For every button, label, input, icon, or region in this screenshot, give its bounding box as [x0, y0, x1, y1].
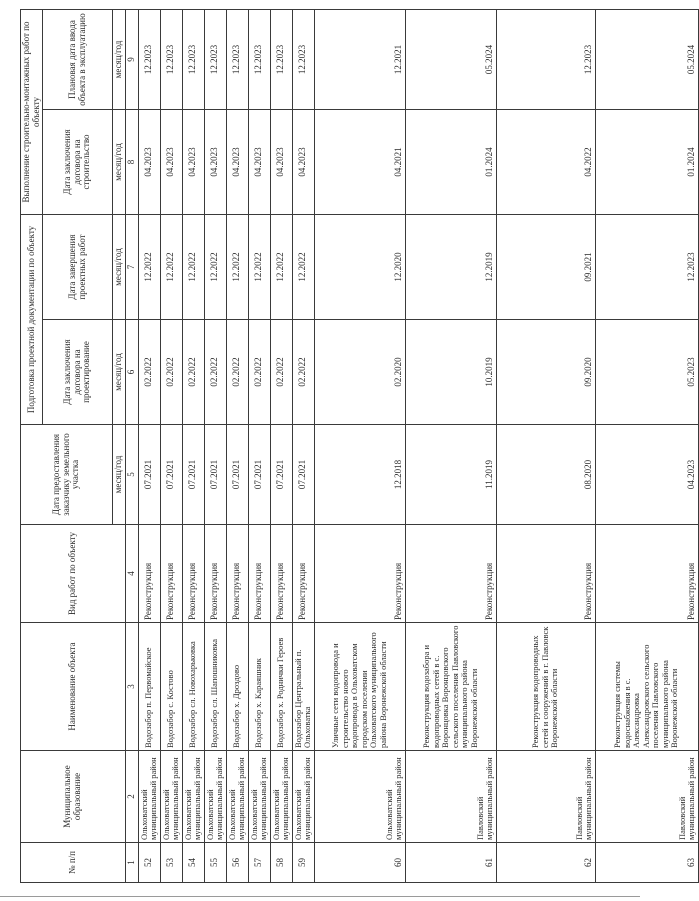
commissioning-cell: 12.2021 [314, 9, 405, 109]
work-type-cell: Реконструкция [405, 525, 496, 623]
col-number: 2 [125, 751, 138, 843]
construction-contract-cell: 04.2023 [182, 109, 204, 214]
schedule-table-body [138, 9, 698, 882]
row-number: 59 [292, 843, 314, 883]
commissioning-cell: 12.2023 [182, 9, 204, 109]
commissioning-cell: 05.2024 [405, 9, 496, 109]
work-type-cell: Реконструкция [138, 525, 160, 623]
design-contract-cell: 02.2022 [138, 320, 160, 425]
table-row [182, 9, 204, 882]
design-complete-cell: 12.2022 [270, 214, 292, 319]
design-complete-cell: 12.2020 [314, 214, 405, 319]
unit-commissioning: месяц/год [113, 9, 126, 109]
land-date-cell: 08.2020 [496, 425, 595, 525]
header-work-type: Вид работ по объекту [21, 525, 126, 623]
construction-contract-cell: 04.2022 [496, 109, 595, 214]
commissioning-cell: 12.2023 [248, 9, 270, 109]
table-row [160, 9, 182, 882]
land-date-cell: 07.2021 [182, 425, 204, 525]
col-number: 1 [125, 843, 138, 883]
row-number: 63 [595, 843, 698, 883]
commissioning-cell: 12.2023 [138, 9, 160, 109]
object-name-cell: Водозабор х. Дроздово [226, 623, 248, 751]
col-number: 7 [125, 214, 138, 319]
object-name-cell: Водозабор п. Первомайское [138, 623, 160, 751]
work-type-cell: Реконструкция [292, 525, 314, 623]
work-type-cell: Реконструкция [182, 525, 204, 623]
municipality-cell: Ольховатский муниципальный район [270, 751, 292, 843]
table-row [226, 9, 248, 882]
commissioning-cell: 05.2024 [595, 9, 698, 109]
row-number: 61 [405, 843, 496, 883]
commissioning-cell: 12.2023 [292, 9, 314, 109]
commissioning-cell: 12.2023 [496, 9, 595, 109]
land-date-cell: 07.2021 [292, 425, 314, 525]
table-row [204, 9, 226, 882]
municipality-cell: Ольховатский муниципальный район [248, 751, 270, 843]
commissioning-cell: 12.2023 [160, 9, 182, 109]
land-date-cell: 07.2021 [270, 425, 292, 525]
design-contract-cell: 09.2020 [496, 320, 595, 425]
design-complete-cell: 12.2022 [248, 214, 270, 319]
municipality-cell: Ольховатский муниципальный район [160, 751, 182, 843]
construction-contract-cell: 04.2023 [248, 109, 270, 214]
design-contract-cell: 05.2023 [595, 320, 698, 425]
construction-contract-cell: 04.2023 [160, 109, 182, 214]
table-row [138, 9, 160, 882]
work-type-cell: Реконструкция [160, 525, 182, 623]
design-contract-cell: 02.2022 [226, 320, 248, 425]
construction-contract-cell: 04.2023 [138, 109, 160, 214]
construction-contract-cell: 04.2023 [270, 109, 292, 214]
table-row [270, 9, 292, 882]
row-number: 55 [204, 843, 226, 883]
header-design-complete: Дата завершения проектных работ [43, 214, 113, 319]
object-name-cell: Реконструкция системы водоснабжения в с. Александровка Александровского сельского поселения Павловского муниципального района Воронежской области [595, 623, 698, 751]
work-type-cell: Реконструкция [226, 525, 248, 623]
design-complete-cell: 12.2022 [160, 214, 182, 319]
construction-contract-cell: 01.2024 [405, 109, 496, 214]
col-number: 6 [125, 320, 138, 425]
construction-contract-cell: 04.2021 [314, 109, 405, 214]
design-contract-cell: 02.2022 [248, 320, 270, 425]
table-row [496, 9, 595, 882]
land-date-cell: 12.2018 [314, 425, 405, 525]
row-number: 60 [314, 843, 405, 883]
land-date-cell: 04.2023 [595, 425, 698, 525]
design-complete-cell: 12.2023 [595, 214, 698, 319]
construction-contract-cell: 01.2024 [595, 109, 698, 214]
col-number: 8 [125, 109, 138, 214]
land-date-cell: 07.2021 [138, 425, 160, 525]
commissioning-cell: 12.2023 [204, 9, 226, 109]
land-date-cell: 07.2021 [160, 425, 182, 525]
header-construction-contract: Дата заключения договора на строительство [43, 109, 113, 214]
design-contract-cell: 02.2020 [314, 320, 405, 425]
object-name-cell: Водозабор х. Роднички Героев [270, 623, 292, 751]
table-row [292, 9, 314, 882]
design-contract-cell: 02.2022 [160, 320, 182, 425]
land-date-cell: 07.2021 [204, 425, 226, 525]
table-row [314, 9, 405, 882]
work-type-cell: Реконструкция [595, 525, 698, 623]
design-complete-cell: 09.2021 [496, 214, 595, 319]
col-number: 4 [125, 525, 138, 623]
row-number: 57 [248, 843, 270, 883]
work-type-cell: Реконструкция [270, 525, 292, 623]
unit-design-contract: месяц/год [113, 320, 126, 425]
object-name-cell: Уличные сети водопровода и строительство нового водопровода в Ольховатском городском поселении Ольховатского муниципального района Воронежской области [314, 623, 405, 751]
design-complete-cell: 12.2019 [405, 214, 496, 319]
municipality-cell: Павловский муниципальный район [496, 751, 595, 843]
design-complete-cell: 12.2022 [182, 214, 204, 319]
municipality-cell: Ольховатский муниципальный район [292, 751, 314, 843]
municipality-cell: Ольховатский муниципальный район [226, 751, 248, 843]
object-name-cell: Водозабор х. Караяшник [248, 623, 270, 751]
unit-construction-contract: месяц/год [113, 109, 126, 214]
design-contract-cell: 02.2022 [182, 320, 204, 425]
construction-contract-cell: 04.2023 [204, 109, 226, 214]
col-number: 5 [125, 425, 138, 525]
object-name-cell: Водозабор с. Костово [160, 623, 182, 751]
construction-contract-cell: 04.2023 [292, 109, 314, 214]
municipality-cell: Ольховатский муниципальный район [182, 751, 204, 843]
column-number-row [125, 9, 138, 882]
design-complete-cell: 12.2022 [292, 214, 314, 319]
header-design-group: Подготовка проектной документации по объекту [21, 214, 43, 424]
object-name-cell: Реконструкция водозабора и водопроводных сетей в с. Воронцовка Воронцовского сельского поселения Павловского муниципального района Воронежской области [405, 623, 496, 751]
table-row [405, 9, 496, 882]
work-type-cell: Реконструкция [314, 525, 405, 623]
municipality-cell: Ольховатский муниципальный район [138, 751, 160, 843]
construction-contract-cell: 04.2023 [226, 109, 248, 214]
header-num: № п/п [21, 843, 126, 883]
design-contract-cell: 02.2022 [270, 320, 292, 425]
schedule-table-wrapper [20, 10, 696, 883]
commissioning-cell: 12.2023 [270, 9, 292, 109]
unit-land-date: месяц/год [113, 425, 126, 525]
row-number: 58 [270, 843, 292, 883]
object-name-cell: Водозабор Центральный п. Ольховатка [292, 623, 314, 751]
design-contract-cell: 02.2022 [204, 320, 226, 425]
design-complete-cell: 12.2022 [226, 214, 248, 319]
municipality-cell: Ольховатский муниципальный район [314, 751, 405, 843]
row-number: 54 [182, 843, 204, 883]
header-construction-group: Выполнение строительно-монтажных работ по объекту [21, 9, 43, 214]
unit-design-complete: месяц/год [113, 214, 126, 319]
row-number: 52 [138, 843, 160, 883]
land-date-cell: 07.2021 [248, 425, 270, 525]
municipality-cell: Павловский муниципальный район [405, 751, 496, 843]
work-type-cell: Реконструкция [248, 525, 270, 623]
land-date-cell: 11.2019 [405, 425, 496, 525]
design-contract-cell: 02.2022 [292, 320, 314, 425]
design-contract-cell: 10.2019 [405, 320, 496, 425]
municipality-cell: Ольховатский муниципальный район [204, 751, 226, 843]
work-type-cell: Реконструкция [204, 525, 226, 623]
header-object-name: Наименование объекта [21, 623, 126, 751]
table-row [248, 9, 270, 882]
col-number: 9 [125, 9, 138, 109]
work-type-cell: Реконструкция [496, 525, 595, 623]
design-complete-cell: 12.2022 [138, 214, 160, 319]
scan-edge-line [0, 896, 640, 897]
land-date-cell: 07.2021 [226, 425, 248, 525]
row-number: 62 [496, 843, 595, 883]
header-land-date: Дата предоставления заказчику земельного участка [21, 425, 113, 525]
row-number: 56 [226, 843, 248, 883]
col-number: 3 [125, 623, 138, 751]
schedule-table [20, 9, 699, 883]
design-complete-cell: 12.2022 [204, 214, 226, 319]
row-number: 53 [160, 843, 182, 883]
header-commissioning: Плановая дата ввода объекта в эксплуатацию [43, 9, 113, 109]
object-name-cell: Водозабор сл. Новохарьковка [182, 623, 204, 751]
object-name-cell: Водозабор сл. Шапошниковка [204, 623, 226, 751]
municipality-cell: Павловский муниципальный район [595, 751, 698, 843]
header-municipality: Муниципальное образование [21, 751, 126, 843]
object-name-cell: Реконструкция водопроводных сетей и сооружений в г. Павловск Воронежской области [496, 623, 595, 751]
table-row [595, 9, 698, 882]
header-design-contract: Дата заключения договора на проектирование [43, 320, 113, 425]
commissioning-cell: 12.2023 [226, 9, 248, 109]
